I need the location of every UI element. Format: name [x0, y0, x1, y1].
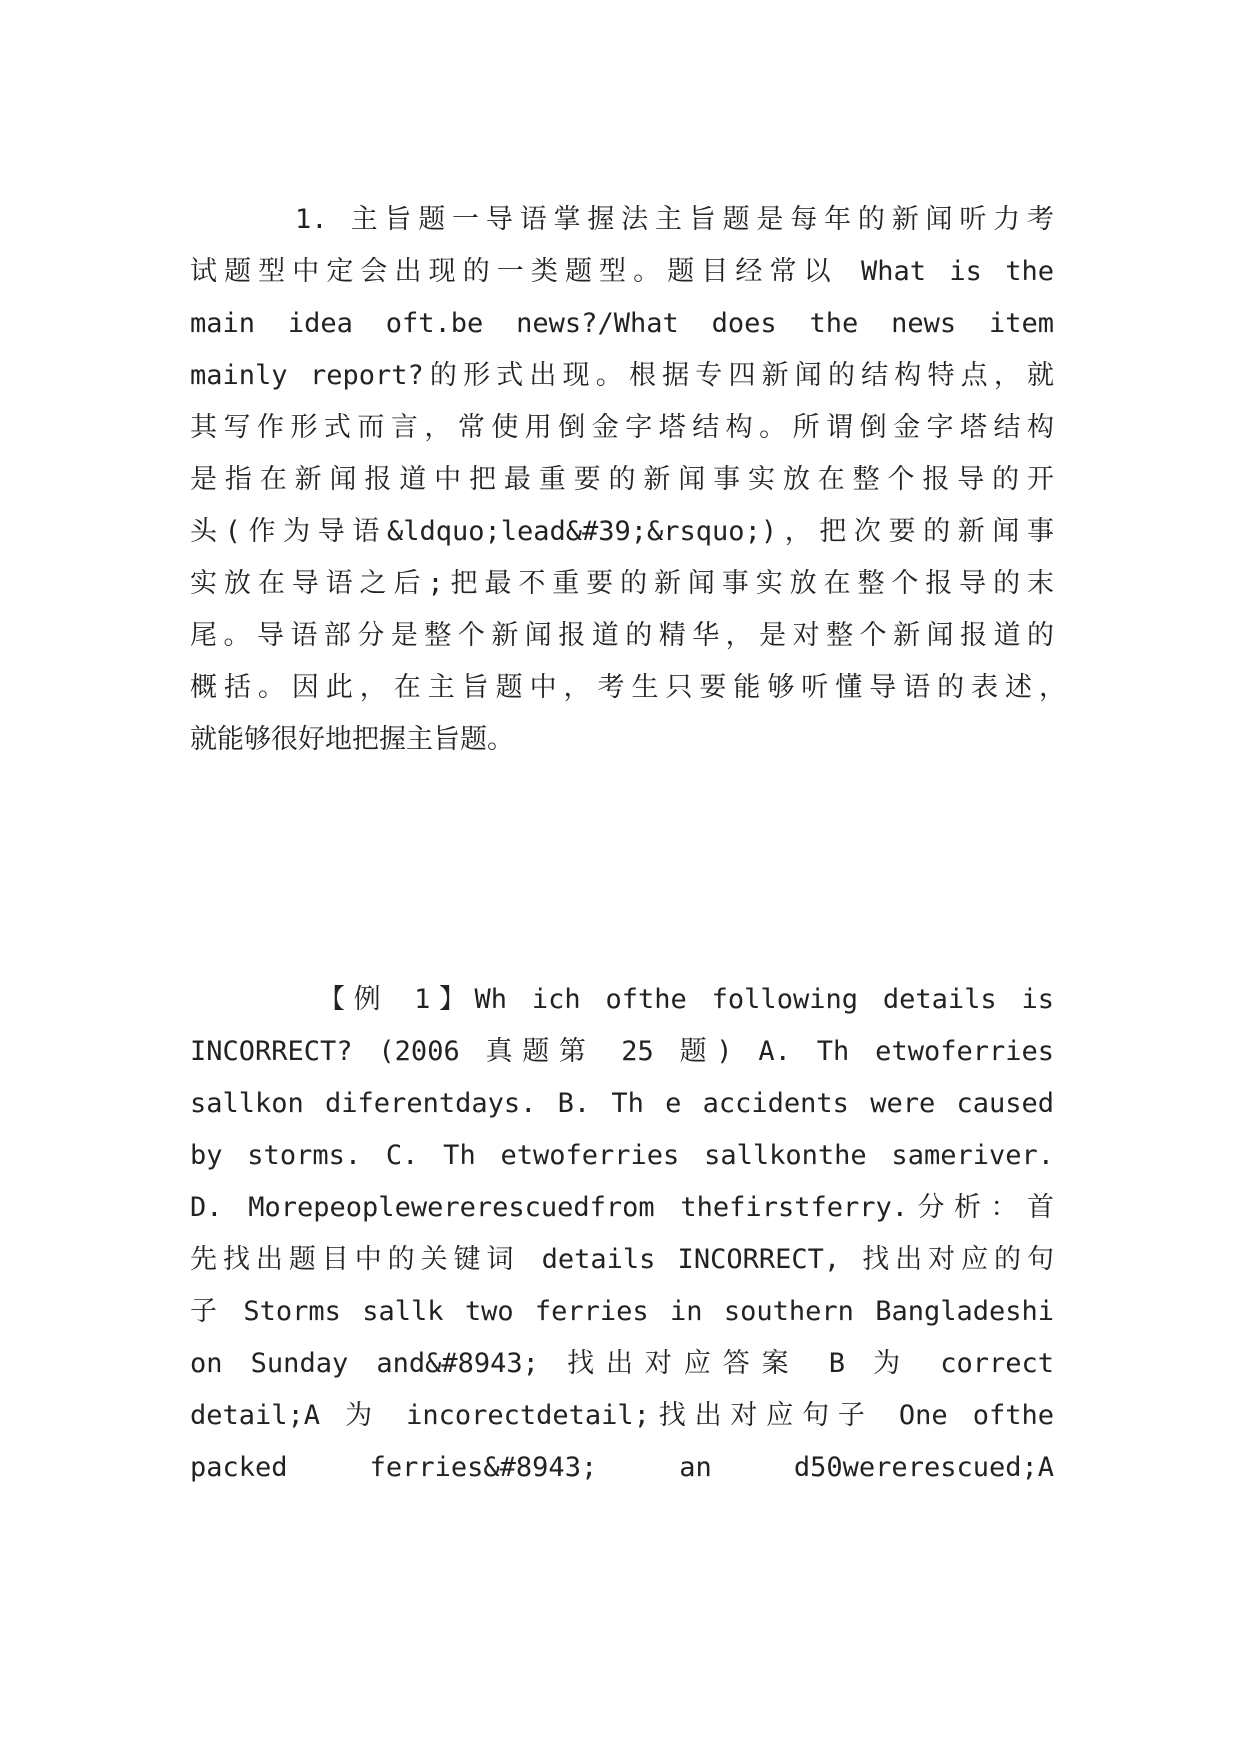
text-line: detail;A 为 incorectdetail;找出对应句子 One ofthe — [190, 1400, 1054, 1431]
text-line: mainly report?的形式出现。根据专四新闻的结构特点，就 — [190, 360, 1054, 391]
text-line: 实放在导语之后;把最不重要的新闻事实放在整个报导的末 — [190, 568, 1054, 599]
text-line: 先找出题目中的关键词 details INCORRECT, 找出对应的句 — [190, 1244, 1054, 1275]
text-line: 是指在新闻报道中把最重要的新闻事实放在整个报导的开 — [190, 464, 1054, 495]
text-line: 尾。导语部分是整个新闻报道的精华，是对整个新闻报道的 — [190, 620, 1054, 651]
text-line: 子 Storms sallk two ferries in southern Bangladeshi — [190, 1296, 1054, 1327]
text-line: by storms. C. Th etwoferries sallkonthe sameriver. — [190, 1140, 1054, 1171]
text-line: packed ferries&#8943; an d50wererescued;A — [190, 1452, 1054, 1483]
text-line: 头(作为导语&ldquo;lead&#39;&rsquo;)，把次要的新闻事 — [190, 516, 1054, 547]
text-line: on Sunday and&#8943; 找出对应答案 B 为 correct — [190, 1348, 1054, 1379]
text-line: 试题型中定会出现的一类题型。题目经常以 What is the — [190, 256, 1054, 287]
text-line: main idea oft.be news?/What does the news item — [190, 308, 1054, 339]
text-line: 其写作形式而言，常使用倒金字塔结构。所谓倒金字塔结构 — [190, 412, 1054, 443]
text-line: sallkon diferentdays. B. Th e accidents were caused — [190, 1088, 1054, 1119]
text-line: D. Morepeoplewererescuedfrom thefirstferry.分析：首 — [190, 1192, 1054, 1223]
text-line: 1. 主旨题一导语掌握法主旨题是每年的新闻听力考 — [295, 204, 1054, 235]
text-line: 【例 1】Wh ich ofthe following details is — [318, 984, 1054, 1015]
text-line: 就能够很好地把握主旨题。 — [190, 724, 514, 755]
text-line: 概括。因此，在主旨题中，考生只要能够听懂导语的表述， — [190, 672, 1066, 703]
text-line: INCORRECT? (2006 真题第 25 题) A. Th etwoferries — [190, 1036, 1054, 1067]
